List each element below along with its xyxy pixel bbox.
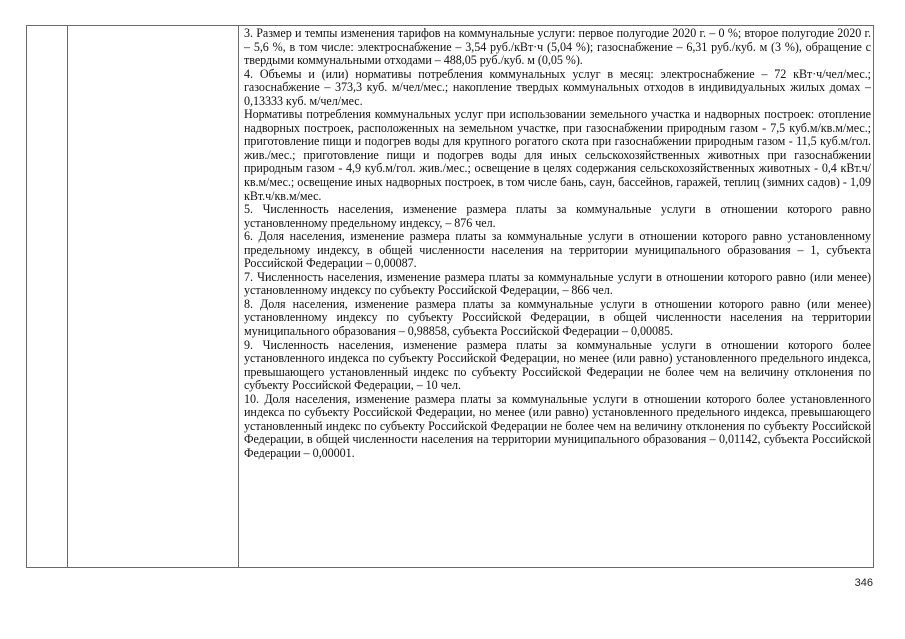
document-table <box>26 25 874 568</box>
table-column-divider-2 <box>238 26 239 567</box>
paragraph-4-consumption-norms: 4. Объемы и (или) нормативы потребления коммунальных услуг в месяц: электроснабжение – 72 кВт·ч/чел/мес.; газоснабжение – 373,3 куб. м/чел/мес.; накопление твердых коммунальных отходов в индивидуальных жилых домах – 0,13333 куб. м/чел/мес. <box>244 66 871 108</box>
paragraph-3-tariffs: 3. Размер и темпы изменения тарифов на коммунальные услуги: первое полугодие 2020 г. – 0 %; второе полугодие 2020 г. – 5,6 %, в том числе: электроснабжение – 3,54 руб./кВт·ч (5,04 %); газоснабжение – 6,31 руб./куб. м (3 %), обращение с твердыми коммунальными отходами – 488,05 руб./куб. м (0,05 %). <box>244 26 871 68</box>
table-cell-content <box>244 27 871 567</box>
paragraph-9-population-count: 9. Численность населения, изменение размера платы за коммунальные услуги в отношении которого более установленного индекса по субъекту Российской Федерации, но менее (или равно) установленного предельного индекса, превышающего установленный индекс по субъекту Российской Федерации не более чем на величину отклонения по субъекту Российской Федерации, – 10 чел. <box>244 337 871 393</box>
table-column-divider-1 <box>67 26 68 567</box>
paragraph-5-population-count: 5. Численность населения, изменение размера платы за коммунальные услуги в отношении которого равно установленному предельному индексу, – 876 чел. <box>244 202 871 230</box>
page-number: 346 <box>854 577 873 589</box>
paragraph-6-population-share: 6. Доля населения, изменение размера платы за коммунальные услуги в отношении которого равно установленному предельному индексу, в общей численности населения на территории муниципального образования – 1, субъекта Российской Федерации – 0,00087. <box>244 229 871 271</box>
paragraph-land-plot-norms: Нормативы потребления коммунальных услуг при использовании земельного участка и надворных построек: отопление надворных построек, расположенных на земельном участке, при газоснабжении природным газом - 7,5 куб.м/кв.м/мес.; приготовление пищи и подогрев воды для крупного рогатого скота при газоснабжении природным газом - 11,5 куб.м/гол. жив./мес.; приготовление пищи и подогрев воды для иных сельскохозяйственных животных при газоснабжении природным газом - 4,9 куб.м/гол. жив./мес.; освещение в целях содержания сельскохозяйственных животных - 0,4 кВт.ч/кв.м/мес.; освещение иных надворных построек, в том числе бань, саун, бассейнов, гаражей, теплиц (зимних садов) - 1,09 кВт.ч/кв.м/мес. <box>244 107 871 203</box>
paragraph-8-population-share: 8. Доля населения, изменение размера платы за коммунальные услуги в отношении которого равно (или менее) установленному индексу по субъекту Российской Федерации, в общей численности населения на территории муниципального образования – 0,98858, субъекта Российской Федерации – 0,00085. <box>244 296 871 339</box>
paragraph-7-population-count: 7. Численность населения, изменение размера платы за коммунальные услуги в отношении которого равно (или менее) установленному индексу по субъекту Российской Федерации, – 866 чел. <box>244 269 871 298</box>
paragraph-10-population-share: 10. Доля населения, изменение размера платы за коммунальные услуги в отношении которого более установленного индекса по субъекту Российской Федерации, но менее (или равно) установленного предельного индекса, превышающего установленный индекс по субъекту Российской Федерации не более чем на величину отклонения по субъекту Российской Федерации, в общей численности населения на территории муниципального образования – 0,01142, субъекта Российской Федерации – 0,00001. <box>244 391 871 460</box>
